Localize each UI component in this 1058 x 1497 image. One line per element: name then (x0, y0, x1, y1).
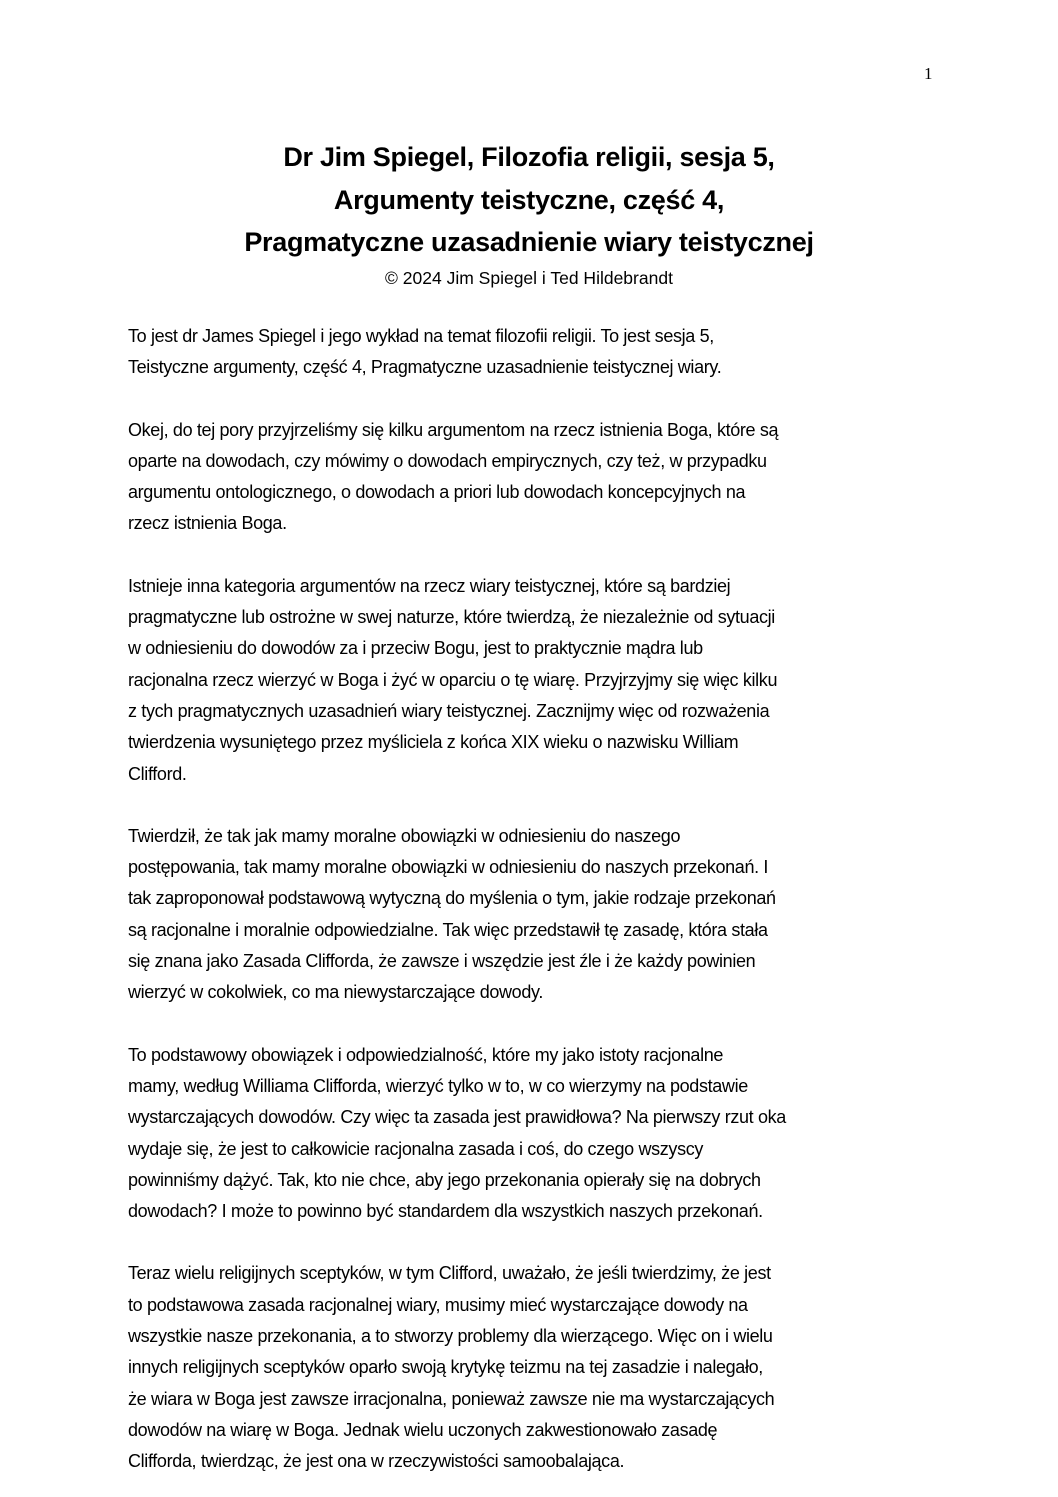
text-line: że wiara w Boga jest zawsze irracjonalna, ponieważ zawsze nie ma wystarczających (128, 1388, 775, 1409)
text-line: Teraz wielu religijnych sceptyków, w tym Clifford, uważało, że jeśli twierdzimy, że jest (128, 1263, 771, 1284)
paragraph (128, 571, 968, 790)
text-line: powinniśmy dążyć. Tak, kto nie chce, aby jego przekonania opierały się na dobrych (128, 1169, 761, 1190)
text-line: Teistyczne argumenty, część 4, Pragmatyczne uzasadnienie teistycznej wiary. (128, 357, 722, 378)
text-line: wydaje się, że jest to całkowicie racjonalna zasada i coś, do czego wszyscy (128, 1138, 704, 1159)
text-line: Istnieje inna kategoria argumentów na rzecz wiary teistycznej, które są bardziej (128, 575, 731, 596)
text-line: Clifford. (128, 763, 187, 784)
paragraph (128, 821, 968, 1009)
text-line: tak zaproponował podstawową wytyczną do myślenia o tym, jakie rodzaje przekonań (128, 888, 776, 909)
text-line: Twierdził, że tak jak mamy moralne obowiązki w odniesieniu do naszego (128, 825, 681, 846)
text-line: postępowania, tak mamy moralne obowiązki w odniesieniu do naszych przekonań. I (128, 857, 769, 878)
text-line: racjonalna rzecz wierzyć w Boga i żyć w oparciu o tę wiarę. Przyjrzyjmy się więc kilku (128, 669, 778, 690)
text-line: rzecz istnienia Boga. (128, 513, 287, 534)
text-line: w odniesieniu do dowodów za i przeciw Bogu, jest to praktycznie mądra lub (128, 638, 703, 659)
text-line: mamy, według Williama Clifforda, wierzyć tylko w to, w co wierzymy na podstawie (128, 1075, 748, 1096)
text-line: dowodów na wiarę w Boga. Jednak wielu uczonych zakwestionowało zasadę (128, 1419, 718, 1440)
text-line: wierzyć w cokolwiek, co ma niewystarczające dowody. (128, 982, 543, 1003)
document-body (128, 321, 968, 1497)
text-line: To podstawowy obowiązek i odpowiedzialność, które my jako istoty racjonalne (128, 1044, 724, 1065)
text-line: wystarczających dowodów. Czy więc ta zasada jest prawidłowa? Na pierwszy rzut oka (128, 1107, 786, 1128)
text-line: innych religijnych sceptyków oparło swoją krytykę teizmu na tej zasadzie i nalegało, (128, 1357, 763, 1378)
paragraph (128, 1258, 968, 1477)
text-line: Clifforda, twierdząc, że jest ona w rzeczywistości samoobalająca. (128, 1451, 625, 1472)
text-line: twierdzenia wysuniętego przez myśliciela z końca XIX wieku o nazwisku William (128, 732, 739, 753)
title-line: Dr Jim Spiegel, Filozofia religii, sesja 5, (283, 142, 775, 172)
paragraph (128, 1040, 968, 1228)
copyright-notice: © 2024 Jim Spiegel i Ted Hildebrandt (385, 268, 673, 288)
page-number: 1 (924, 64, 933, 83)
text-line: to podstawowa zasada racjonalnej wiary, musimy mieć wystarczające dowody na (128, 1294, 748, 1315)
text-line: pragmatyczne lub ostrożne w swej naturze, które twierdzą, że niezależnie od sytuacji (128, 607, 775, 628)
text-line: wszystkie nasze przekonania, a to stworzy problemy dla wierzącego. Więc on i wielu (128, 1326, 773, 1347)
text-line: z tych pragmatycznych uzasadnień wiary teistycznej. Zacznijmy więc od rozważenia (128, 700, 770, 721)
paragraph (128, 321, 968, 384)
text-line: są racjonalne i moralnie odpowiedzialne. Tak więc przedstawił tę zasadę, która stała (128, 919, 768, 940)
paragraph (128, 415, 968, 540)
text-line: oparte na dowodach, czy mówimy o dowodach empirycznych, czy też, w przypadku (128, 450, 767, 471)
text-line: To jest dr James Spiegel i jego wykład na temat filozofii religii. To jest sesja 5, (128, 326, 714, 346)
title-line: Argumenty teistyczne, część 4, (333, 184, 725, 215)
document-title (0, 136, 1058, 264)
text-line: dowodach? I może to powinno być standardem dla wszystkich naszych przekonań. (128, 1201, 763, 1222)
title-line: Pragmatyczne uzasadnienie wiary teistycznej (244, 227, 814, 257)
text-line: argumentu ontologicznego, o dowodach a priori lub dowodach koncepcyjnych na (128, 482, 746, 503)
text-line: się znana jako Zasada Clifforda, że zawsze i wszędzie jest źle i że każdy powinien (128, 951, 756, 972)
text-line: Okej, do tej pory przyjrzeliśmy się kilku argumentom na rzecz istnienia Boga, które są (128, 419, 779, 440)
